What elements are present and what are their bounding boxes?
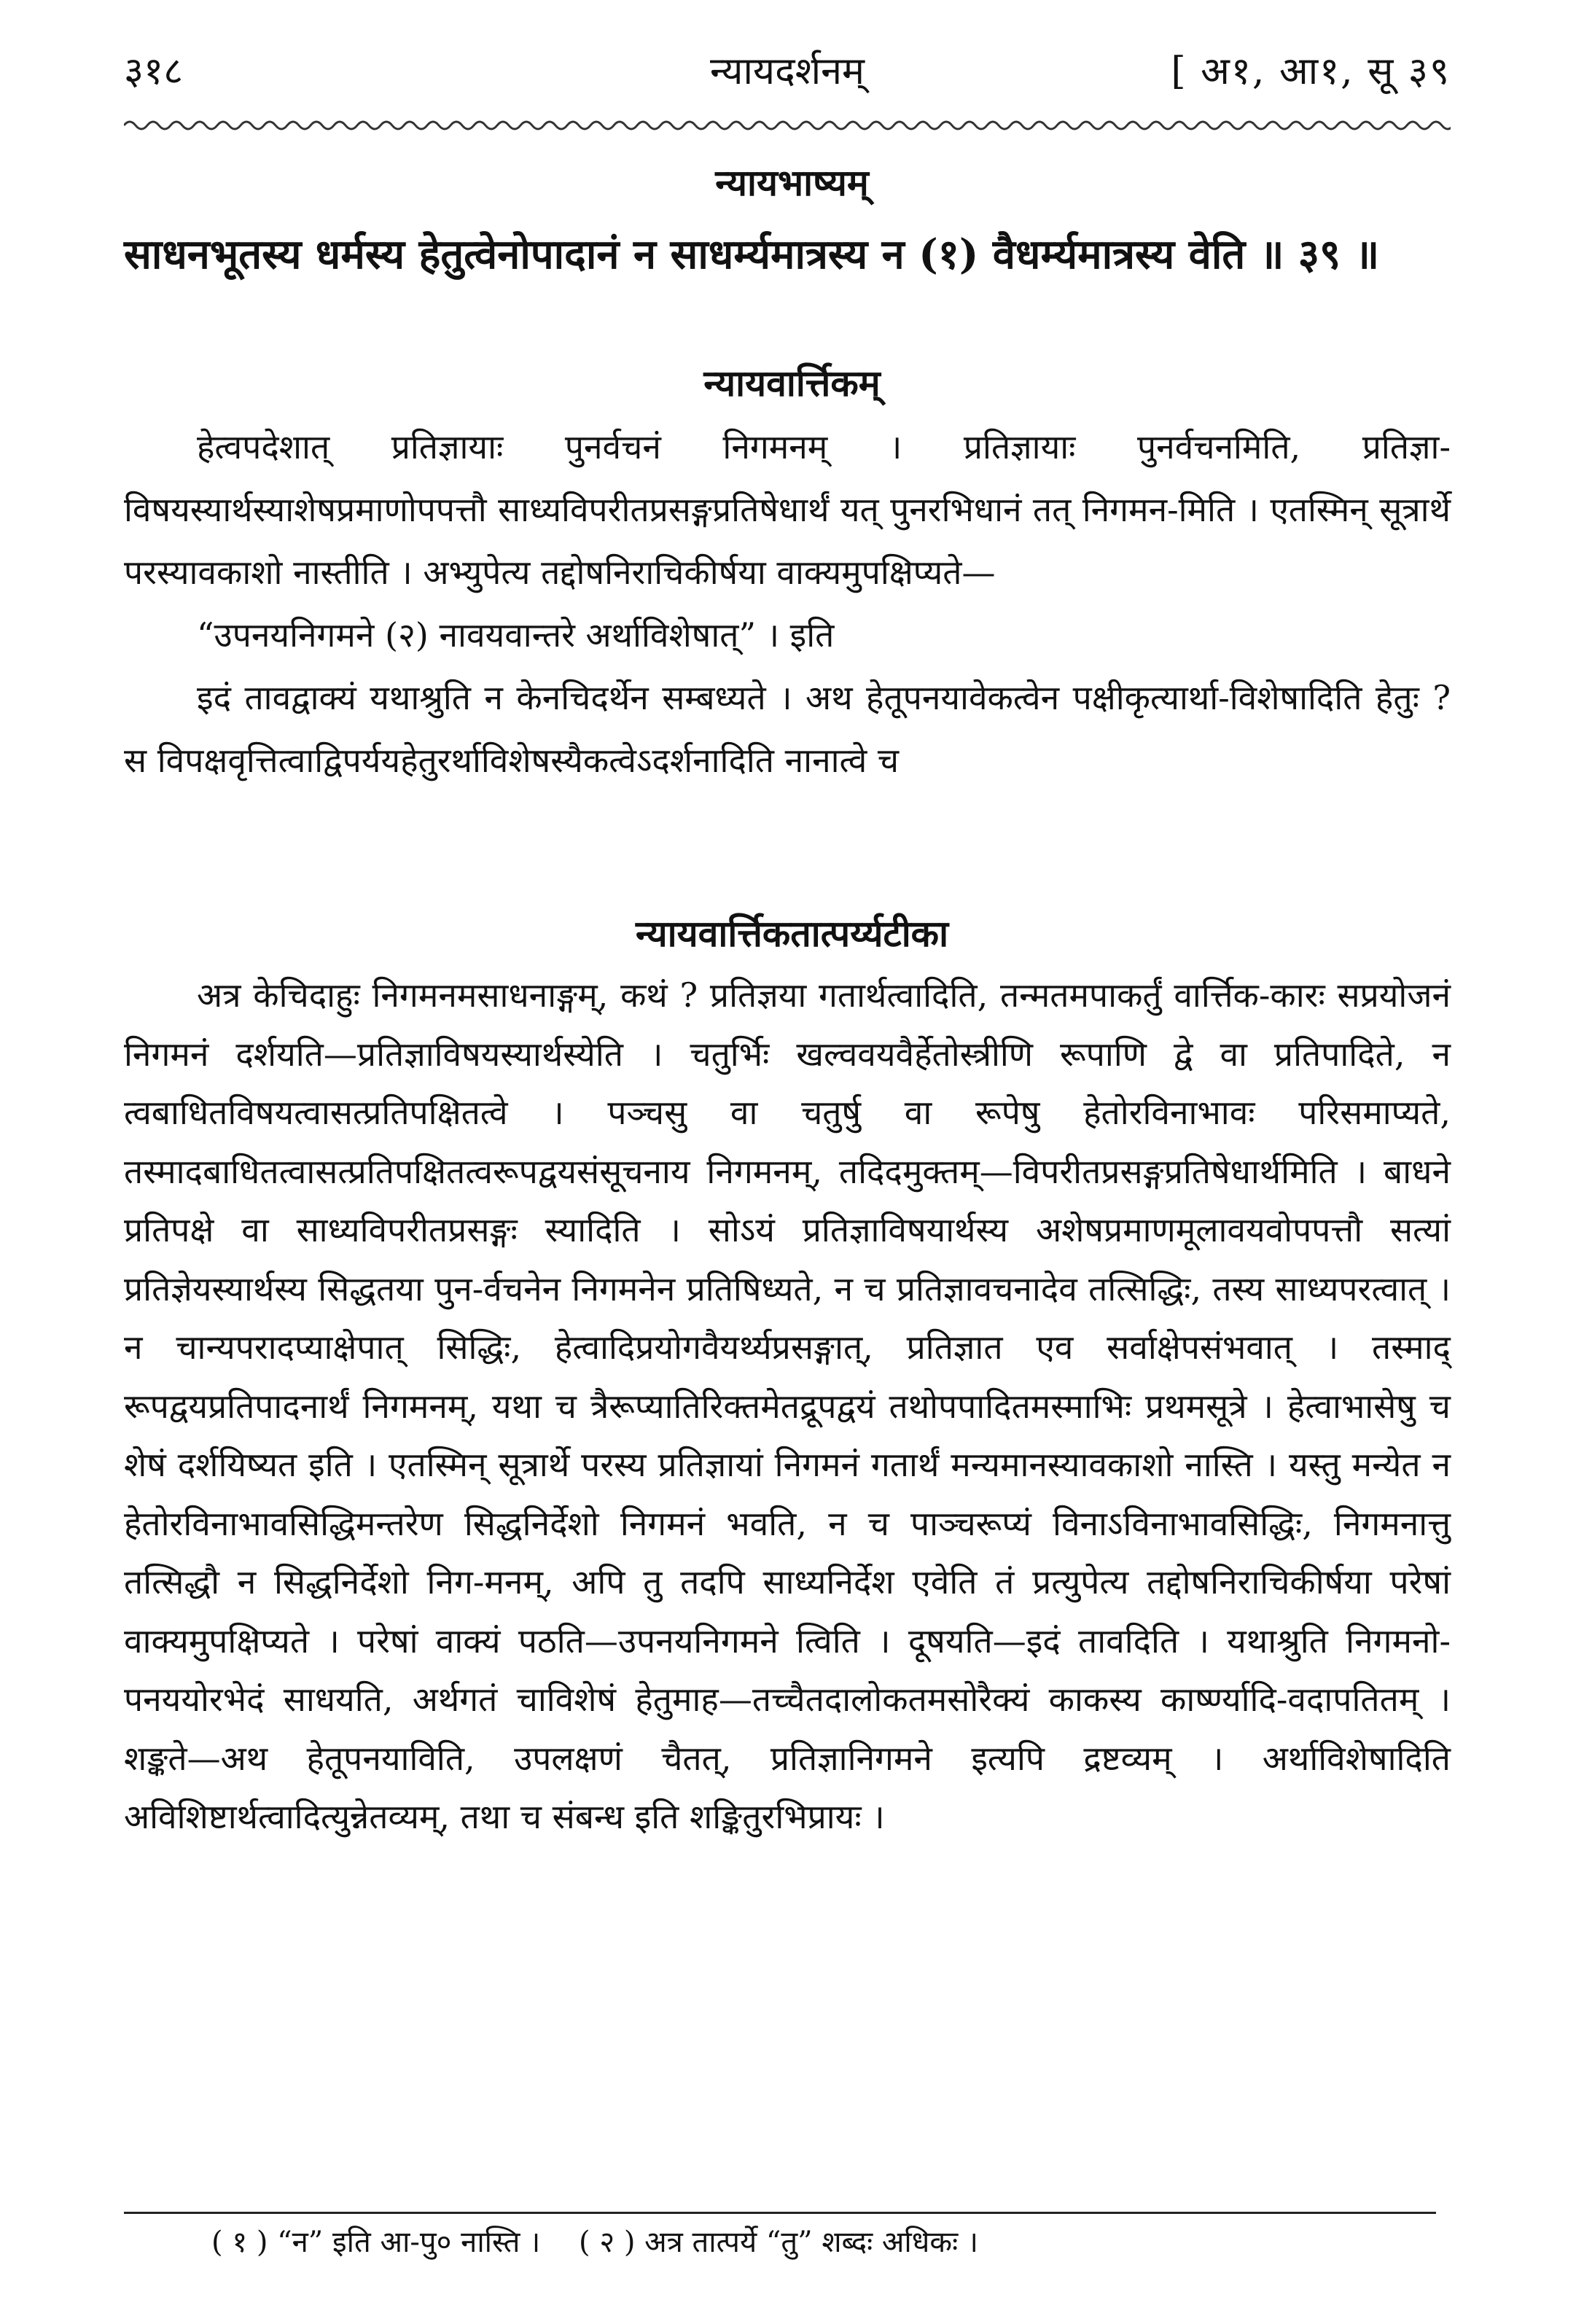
bhashya-heading: न्यायभाष्यम्	[715, 161, 869, 204]
page-number: ३१८	[124, 50, 184, 93]
running-title: न्यायदर्शनम्	[709, 50, 865, 93]
vartika-paragraph-1: हेत्वपदेशात् प्रतिज्ञायाः पुनर्वचनं निगमनम् । प्रतिज्ञायाः पुनर्वचनमिति, प्रतिज्ञा-विषयस्यार्थस्याशेषप्रमाणोपपत्तौ साध्यविपरीतप्रसङ्गप्रतिषेधार्थं यत् पुनरभिधानं तत् निगमन-मिति । एतस्मिन् सूत्रार्थे परस्यावकाशो नास्तीति । अभ्युपेत्य तद्दोषनिराचिकीर्षया वाक्यमुपक्षिप्यते—	[124, 427, 1451, 592]
vartika-text	[124, 416, 1451, 792]
vartika-paragraph-3: इदं तावद्वाक्यं यथाश्रुति न केनचिदर्थेन सम्बध्यते । अथ हेतूपनयावेकत्वेन पक्षीकृत्यार्था-विशेषादिति हेतुः ? स विपक्षवृत्तित्वाद्विपर्ययहेतुरर्थाविशेषस्यैकत्वेऽदर्शनादिति नानात्वे च	[124, 678, 1451, 780]
vartika-heading: न्यायवार्त्तिकम्	[703, 362, 881, 405]
bhashya-text	[124, 219, 1451, 290]
wavy-divider	[124, 117, 1451, 134]
section-reference: [ अ१, आ१, सू ३९	[1171, 50, 1451, 93]
tika-heading: न्यायवार्त्तिकतात्पर्य्यटीका	[635, 912, 949, 955]
footnote-rule	[124, 2212, 1436, 2214]
page-header	[124, 44, 1451, 109]
vartika-quote: “उपनयनिगमने (२) नावयवान्तरे अर्थाविशेषात्” । इति	[197, 615, 835, 655]
bhashya-paragraph: साधनभूतस्य धर्मस्य हेतुत्वेनोपादानं न साधर्म्यमात्रस्य न (१) वैधर्म्यमात्रस्य वेति ॥ ३९ ॥	[124, 230, 1380, 278]
tika-paragraph: अत्र केचिदाहुः निगमनमसाधनाङ्गम्, कथं ? प्रतिज्ञया गतार्थत्वादिति, तन्मतमपाकर्तुं वार्त्तिक-कारः सप्रयोजनं निगमनं दर्शयति—प्रतिज्ञाविषयस्यार्थस्येति । चतुर्भिः खल्ववयवैर्हेतोस्त्रीणि रूपाणि द्वे वा प्रतिपादिते, न त्वबाधितविषयत्वासत्प्रतिपक्षितत्वे । पञ्चसु वा चतुर्षु वा रूपेषु हेतोरविनाभावः परिसमाप्यते, तस्मादबाधितत्वासत्प्रतिपक्षितत्वरूपद्वयसंसूचनाय निगमनम्, तदिदमुक्तम्—विपरीतप्रसङ्गप्रतिषेधार्थमिति । बाधने प्रतिपक्षे वा साध्यविपरीतप्रसङ्गः स्यादिति । सोऽयं प्रतिज्ञाविषयार्थस्य अशेषप्रमाणमूलावयवोपपत्तौ सत्यां प्रतिज्ञेयस्यार्थस्य सिद्धतया पुन-र्वचनेन निगमनेन प्रतिषिध्यते, न च प्रतिज्ञावचनादेव तत्सिद्धिः, तस्य साध्यपरत्वात् । न चान्यपरादप्याक्षेपात् सिद्धिः, हेत्वादिप्रयोगवैयर्थ्यप्रसङ्गात्, प्रतिज्ञात एव सर्वाक्षेपसंभवात् । तस्माद् रूपद्वयप्रतिपादनार्थं निगमनम्, यथा च त्रैरूप्यातिरिक्तमेतद्रूपद्वयं तथोपपादितमस्माभिः प्रथमसूत्रे । हेत्वाभासेषु च शेषं दर्शयिष्यत इति । एतस्मिन् सूत्रार्थे परस्य प्रतिज्ञायां निगमनं गतार्थं मन्यमानस्यावकाशो नास्ति । यस्तु मन्येत न हेतोरविनाभावसिद्धिमन्तरेण सिद्धनिर्देशो निगमनं भवति, न च पाञ्चरूप्यं विनाऽविनाभावसिद्धिः, निगमनात्तु तत्सिद्धौ न सिद्धनिर्देशो निग-मनम्, अपि तु तदपि साध्यनिर्देश एवेति तं प्रत्युपेत्य तद्दोषनिराचिकीर्षया परेषां वाक्यमुपक्षिप्यते । परेषां वाक्यं पठति—उपनयनिगमने त्विति । दूषयति—इदं तावदिति । यथाश्रुति निगमनो-पनययोरभेदं साधयति, अर्थगतं चाविशेषं हेतुमाह—तच्चैतदालोकतमसोरैक्यं काकस्य कार्ष्ण्यादि-वदापतितम् । शङ्कते—अथ हेतूपनयाविति, उपलक्षणं चैतत्, प्रतिज्ञानिगमने इत्यपि द्रष्टव्यम् । अर्थाविशेषादिति अविशिष्टार्थत्वादित्युन्नेतव्यम्, तथा च संबन्ध इति शङ्कितुरभिप्रायः ।	[124, 975, 1451, 1836]
footnotes	[211, 2220, 1451, 2261]
tika-text	[124, 966, 1451, 1847]
footnote-1: ( १ ) “न” इति आ-पु० नास्ति ।	[211, 2226, 541, 2259]
footnote-2: ( २ ) अत्र तात्पर्ये “तु” शब्दः अधिकः ।	[579, 2226, 979, 2259]
